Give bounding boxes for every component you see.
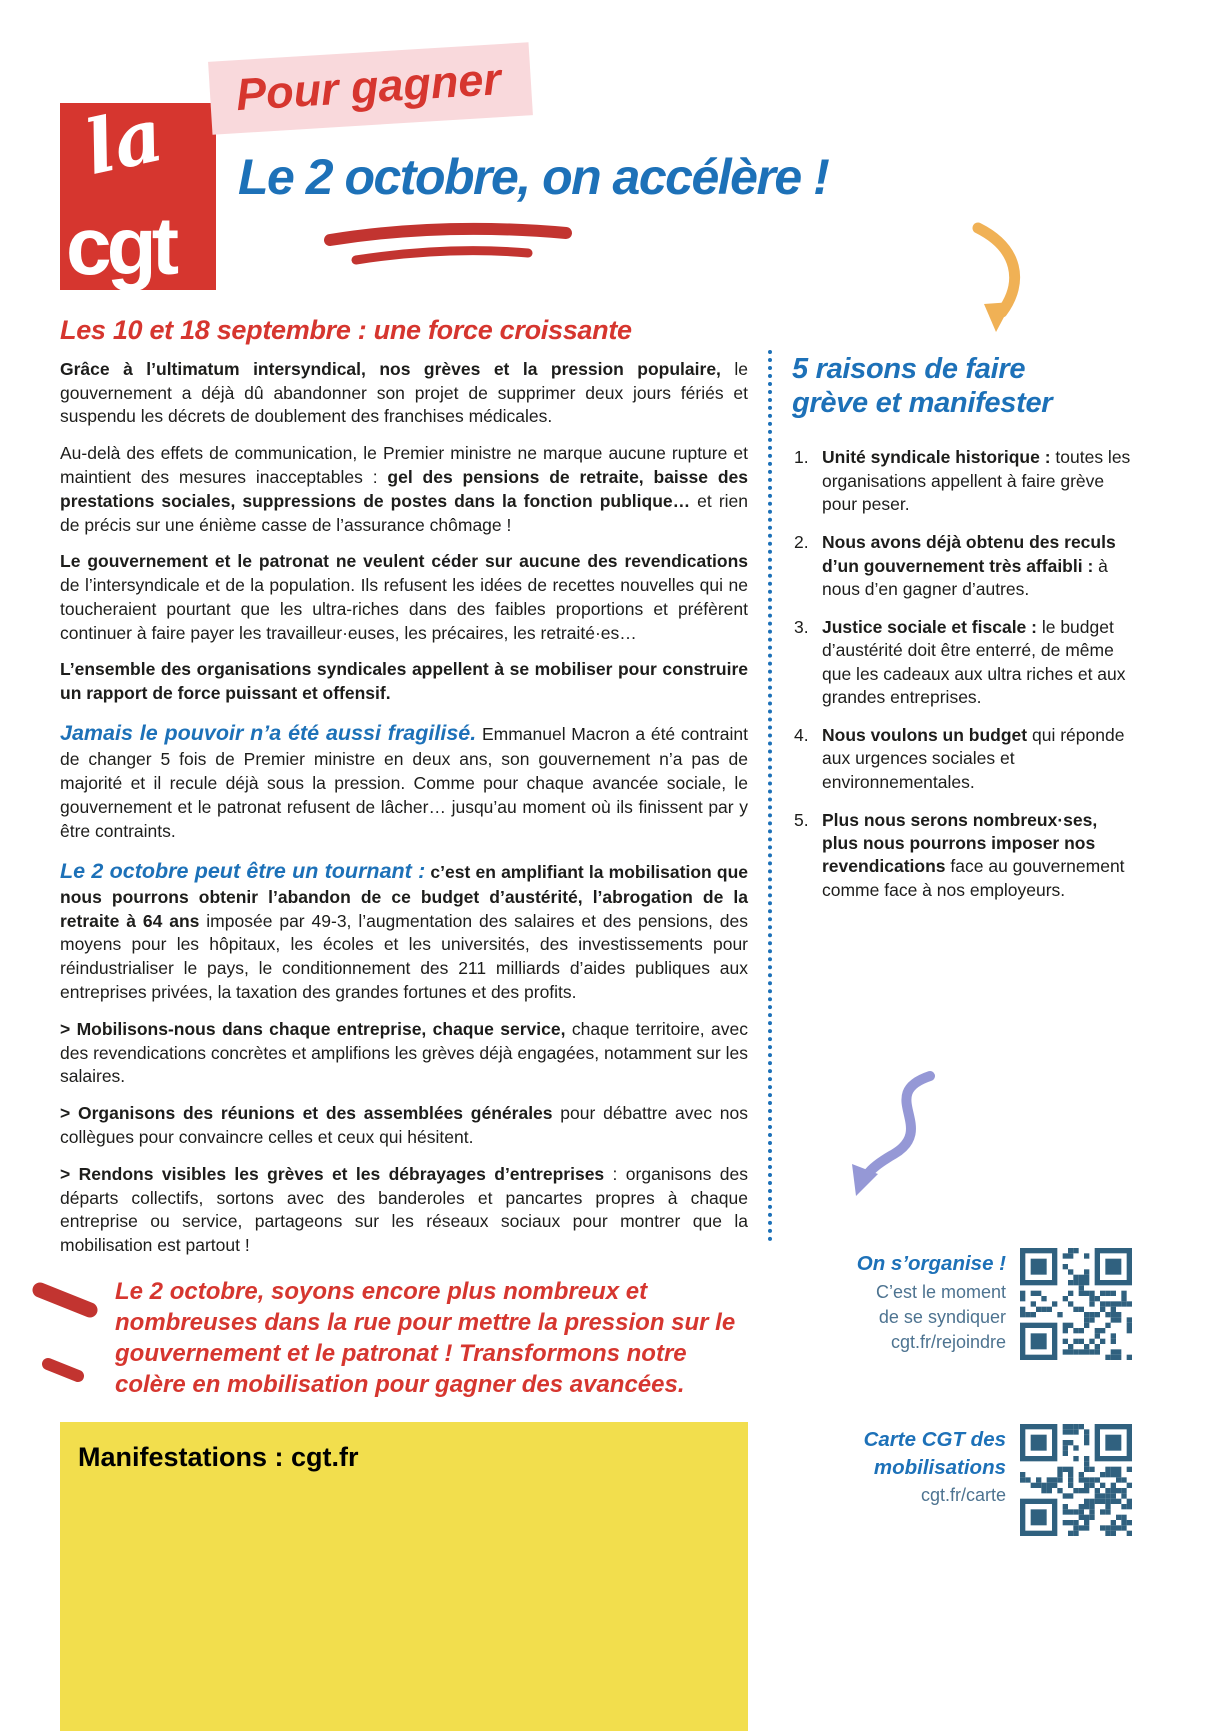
- list-item-text: le budget d’austérité doit être enterré, de même que les cadeaux aux ultra riches et aux grandes entreprises.: [822, 617, 1126, 707]
- organize-line2: de se syndiquer: [878, 1306, 1006, 1327]
- paragraph-bold: Grâce à l’ultimatum intersyndical, nos grèves et la pression populaire,: [60, 358, 721, 379]
- paragraph-text: : organisons des départs collectifs, sortons avec des banderoles et pancartes propres à chaque entreprise ou service, partageons sur les réseaux sociaux pour montrer que la mobilisation est partout !: [60, 1163, 749, 1256]
- cgt-logo: [60, 92, 216, 292]
- paragraph-text: le gouvernement a déjà dû abandonner son projet de supprimer deux jours fériés et suspendu les décrets de doublement des franchises médicales.: [60, 358, 749, 427]
- list-item-text: face au gouvernement comme face à nos employeurs.: [822, 856, 1125, 900]
- paragraph-text: pour débattre avec nos collègues pour convaincre celles et ceux qui hésitent.: [60, 1103, 749, 1147]
- sidebar-heading: [792, 352, 1132, 420]
- list-item-number: 4.: [794, 725, 809, 746]
- list-item: [792, 809, 1132, 902]
- logo-cgt-text: cgt: [66, 201, 174, 292]
- list-item-text: qui réponde aux urgences sociales et environnementales.: [822, 725, 1125, 792]
- paragraph-2-octobre-tournant: [60, 857, 748, 1005]
- list-item-text: à nous d’en gagner d’autres.: [822, 555, 1108, 599]
- closing-callout: Le 2 octobre, soyons encore plus nombreux et nombreuses dans la rue pour mettre la pression sur le gouvernement et le patronat ! Transformons notre colère en mobilisation pour gagner des avancées.: [115, 1277, 736, 1399]
- bullet-mobilisons: [60, 1018, 748, 1089]
- paragraph-ultimatum: [60, 358, 748, 429]
- manifestations-text: Manifestations : cgt.fr: [78, 1442, 359, 1472]
- kicker-text: Pour gagner: [234, 53, 503, 121]
- organize-title: On s’organise !: [856, 1252, 1006, 1275]
- paragraph-bold: > Organisons des réunions et des assemblées générales: [60, 1103, 553, 1124]
- qr-code-carte: [1020, 1424, 1132, 1536]
- carte-text: [790, 1424, 1006, 1508]
- paragraph-text: Au-delà des effets de communication, le Premier ministre ne marque aucune rupture et maintient des mesures inacceptables :: [60, 443, 748, 487]
- purple-arrow-icon: [842, 1068, 946, 1204]
- paragraph-bold: > Rendons visibles les grèves et les débrayages d’entreprises: [60, 1163, 605, 1184]
- paragraph-premier-ministre: [60, 442, 748, 537]
- brush-underline-icon: [322, 220, 578, 272]
- kicker-banner: [208, 42, 533, 134]
- organize-text: [790, 1248, 1006, 1355]
- list-item: [792, 446, 1132, 516]
- list-item-number: 3.: [794, 617, 809, 638]
- sidebar: [792, 352, 1132, 917]
- organize-line1: C’est le moment: [875, 1281, 1006, 1302]
- list-item-text: toutes les organisations appellent à faire grève pour peser.: [822, 447, 1131, 514]
- dotted-divider: [768, 350, 772, 1242]
- rejoindre-link[interactable]: cgt.fr/rejoindre: [890, 1331, 1006, 1352]
- orange-arrow-icon: [962, 220, 1042, 336]
- paragraph-text: Emmanuel Macron a été contraint de changer 5 fois de Premier ministre en deux ans, son gouvernement n’a pas de majorité et il recule déjà sous la pression. Comme pour chaque avancée sociale, le gouvernement et le patronat refusent de lâcher… jusqu’au moment où ils finissent par y être contraints.: [60, 724, 748, 841]
- reasons-list: [792, 446, 1132, 902]
- bullet-rendons-visibles: [60, 1163, 748, 1258]
- logo-la-text: la: [77, 92, 171, 192]
- paragraph-appel-mobilisation: [60, 658, 748, 706]
- list-item-bold: Nous avons déjà obtenu des reculs d’un gouvernement très affaibli :: [822, 532, 1116, 576]
- bullet-organisons: [60, 1102, 748, 1150]
- carte-title-line1: Carte CGT des: [863, 1428, 1006, 1451]
- list-item: [792, 531, 1132, 601]
- paragraph-bold: L’ensemble des organisations syndicales appellent à se mobiliser pour construire un rapport de force puissant et offensif.: [60, 659, 748, 704]
- paragraph-bold: > Mobilisons-nous dans chaque entreprise, chaque service,: [60, 1018, 566, 1039]
- organize-block: [790, 1248, 1132, 1360]
- paragraph-text: de l’intersyndicale et de la population. Ils refusent les idées de recettes nouvelles qui ne toucheraient pourtant que les ultra-riches dans des faibles proportions et préfèrent continuer à faire payer les travailleur·euses, les précaires, les retraité·es…: [60, 575, 748, 643]
- blue-lead-text: Jamais le pouvoir n’a été aussi fragilisé.: [60, 721, 477, 746]
- list-item: [792, 724, 1132, 794]
- list-item-number: 2.: [794, 532, 809, 553]
- list-item-bold: Justice sociale et fiscale :: [822, 617, 1037, 638]
- brush-marks-icon: [32, 1276, 104, 1400]
- paragraph-gouvernement-patronat: [60, 550, 748, 645]
- paragraph-bold: c’est en amplifiant la mobilisation que nous pourrons obtenir l’abandon de ce budget d’austérité, l’abrogation de la retraite à 64 ans: [60, 861, 748, 931]
- list-item-number: 5.: [794, 809, 809, 830]
- section-heading: Les 10 et 18 septembre : une force croissante: [60, 315, 632, 345]
- blue-lead-text: Le 2 octobre peut être un tournant :: [60, 858, 426, 883]
- manifestations-banner: [60, 1422, 748, 1731]
- list-item-bold: Nous voulons un budget: [822, 725, 1028, 746]
- carte-title-line2: mobilisations: [873, 1455, 1006, 1479]
- list-item: [792, 616, 1132, 709]
- carte-block: [790, 1424, 1132, 1536]
- paragraph-text: et rien de précis sur une énième casse de l’assurance chômage !: [60, 490, 748, 535]
- list-item-number: 1.: [794, 447, 809, 468]
- sidebar-heading-line2: grève et manifester: [792, 387, 1053, 420]
- paragraph-pouvoir-fragilise: [60, 719, 748, 843]
- paragraph-bold: gel des pensions de retraite, baisse des prestations sociales, suppressions de postes dans la fonction publique…: [60, 466, 748, 511]
- paragraph-text: chaque territoire, avec des revendications concrètes et amplifions les grèves déjà engagées, notamment sur les salaires.: [60, 1018, 748, 1087]
- list-item-bold: Plus nous serons nombreux·ses, plus nous pourrons imposer nos revendications: [822, 809, 1098, 877]
- paragraph-text: imposée par 49-3, l’augmentation des salaires et des pensions, des moyens pour les hôpitaux, les écoles et les universités, des investissements pour réindustrialiser le pays, le conditionnement des 211 milliards d’aides publiques aux entreprises privées, la taxation des grandes fortunes et des profits.: [60, 910, 748, 1002]
- main-column: [60, 312, 748, 1401]
- sidebar-heading-line1: 5 raisons de faire: [792, 353, 1026, 385]
- page-title: Le 2 octobre, on accélère !: [238, 149, 829, 205]
- carte-link[interactable]: cgt.fr/carte: [920, 1485, 1006, 1506]
- list-item-bold: Unité syndicale historique :: [822, 447, 1051, 468]
- qr-code-rejoindre: [1020, 1248, 1132, 1360]
- paragraph-bold: Le gouvernement et le patronat ne veulent céder sur aucune des revendications: [60, 551, 748, 572]
